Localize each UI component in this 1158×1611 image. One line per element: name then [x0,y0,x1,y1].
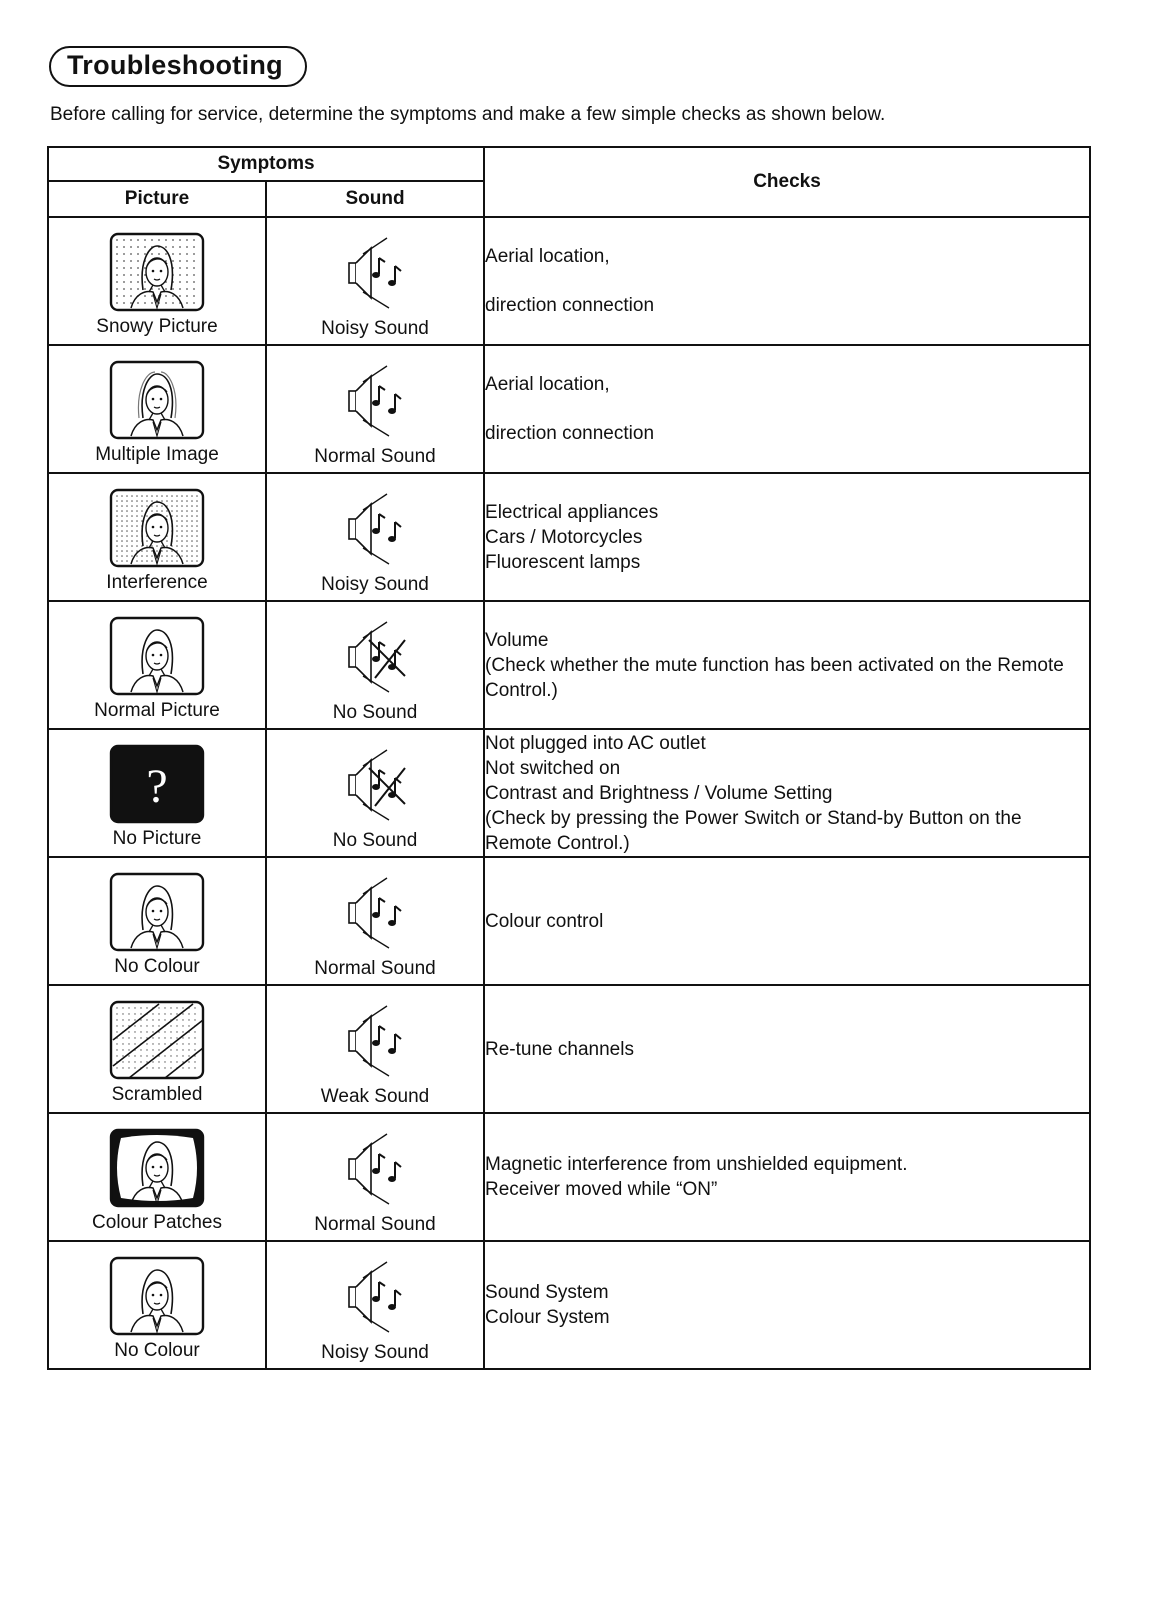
picture-cell [48,601,266,729]
sound-header: Sound [266,181,484,217]
check-item: Colour System [485,1307,610,1328]
check-item: Cars / Motorcycles [485,526,643,548]
checks-cell [484,601,1090,729]
normal-picture-icon [49,616,265,696]
picture-cell [48,857,266,985]
picture-cell [48,1113,266,1241]
sound-cell [266,345,484,473]
sound-cell [266,985,484,1113]
speaker-music-icon [267,876,483,950]
sound-symptom-label: Noisy Sound [321,1342,429,1363]
sound-symptom-label: Normal Sound [314,958,436,979]
sound-symptom-label: Normal Sound [314,1214,436,1235]
picture-symptom-label: Snowy Picture [96,316,218,337]
check-item: Sound System [485,1282,609,1303]
picture-symptom-label: No Colour [114,1340,200,1361]
checks-cell [484,345,1090,473]
table-row [48,473,1090,601]
check-item: direction connection [485,423,655,444]
table-row [48,345,1090,473]
check-item: (Check by pressing the Power Switch or Stand-by Button on the Remote Control.) [485,807,1022,854]
checks-cell [484,729,1090,857]
intro-text: Before calling for service, determine the symptoms and make a few simple checks as shown below. [50,104,886,125]
speaker-music-icon [267,492,483,566]
picture-symptom-label: Colour Patches [92,1212,222,1233]
check-item: Contrast and Brightness / Volume Setting [485,782,833,804]
table-row [48,601,1090,729]
speaker-muted-icon [267,748,483,822]
sound-cell [266,601,484,729]
sound-symptom-label: No Sound [332,702,418,723]
picture-symptom-label: No Picture [112,828,202,849]
no-colour-picture-icon [49,1256,265,1336]
sound-cell [266,729,484,857]
check-item: Re-tune channels [485,1038,634,1060]
speaker-muted-icon [267,620,483,694]
checks-cell [484,857,1090,985]
checks-cell [484,985,1090,1113]
speaker-music-icon [267,364,483,438]
checks-header: Checks [484,147,1090,217]
check-item: Magnetic interference from unshielded equipment. [485,1154,908,1175]
table-row [48,217,1090,345]
checks-cell [484,1113,1090,1241]
picture-cell [48,217,266,345]
check-item: Aerial location, [485,246,610,267]
check-item: Aerial location, [485,374,610,395]
check-item: Not switched on [485,757,621,779]
table-row [48,985,1090,1113]
checks-cell [484,473,1090,601]
snowy-picture-icon [49,232,265,312]
picture-symptom-label: Multiple Image [95,444,219,465]
sound-cell [266,217,484,345]
check-item: Colour control [485,910,604,932]
sound-symptom-label: Weak Sound [320,1086,430,1107]
check-item: Electrical appliances [485,501,659,523]
page-title: Troubleshooting [49,46,307,87]
multiple-image-icon [49,360,265,440]
checks-cell [484,217,1090,345]
table-row [48,1241,1090,1369]
table-row [48,857,1090,985]
picture-header: Picture [48,181,266,217]
table-row [48,1113,1090,1241]
sound-cell [266,473,484,601]
sound-symptom-label: Noisy Sound [321,574,429,595]
speaker-music-icon [267,1132,483,1206]
line-gap [485,269,1089,293]
colour-patches-icon [49,1128,265,1208]
sound-cell [266,857,484,985]
symptoms-header: Symptoms [48,147,484,181]
check-item: (Check whether the mute function has been activated on the Remote Control.) [485,654,1064,701]
line-gap [485,397,1089,421]
sound-symptom-label: Noisy Sound [321,318,429,339]
check-item: Receiver moved while “ON” [485,1179,718,1200]
check-item: Not plugged into AC outlet [485,732,706,754]
picture-symptom-label: Scrambled [111,1084,203,1105]
sound-symptom-label: Normal Sound [314,446,436,467]
scrambled-picture-icon [49,1000,265,1080]
speaker-music-icon [267,1260,483,1334]
picture-cell [48,473,266,601]
table-row [48,729,1090,857]
picture-symptom-label: Normal Picture [94,700,220,721]
check-item: Fluorescent lamps [485,551,641,573]
sound-cell [266,1241,484,1369]
picture-cell [48,985,266,1113]
checks-cell [484,1241,1090,1369]
picture-cell [48,1241,266,1369]
check-item: Volume [485,629,549,651]
picture-cell [48,729,266,857]
interference-picture-icon [49,488,265,568]
picture-symptom-label: No Colour [114,956,200,977]
no-picture-icon [49,744,265,824]
picture-symptom-label: Interference [106,572,208,593]
sound-symptom-label: No Sound [332,830,418,851]
svg-text:?: ? [146,760,168,813]
speaker-music-icon [267,236,483,310]
no-colour-picture-icon [49,872,265,952]
check-item: direction connection [485,295,655,316]
picture-cell [48,345,266,473]
troubleshooting-table [47,146,1091,1370]
speaker-music-icon [267,1004,483,1078]
sound-cell [266,1113,484,1241]
